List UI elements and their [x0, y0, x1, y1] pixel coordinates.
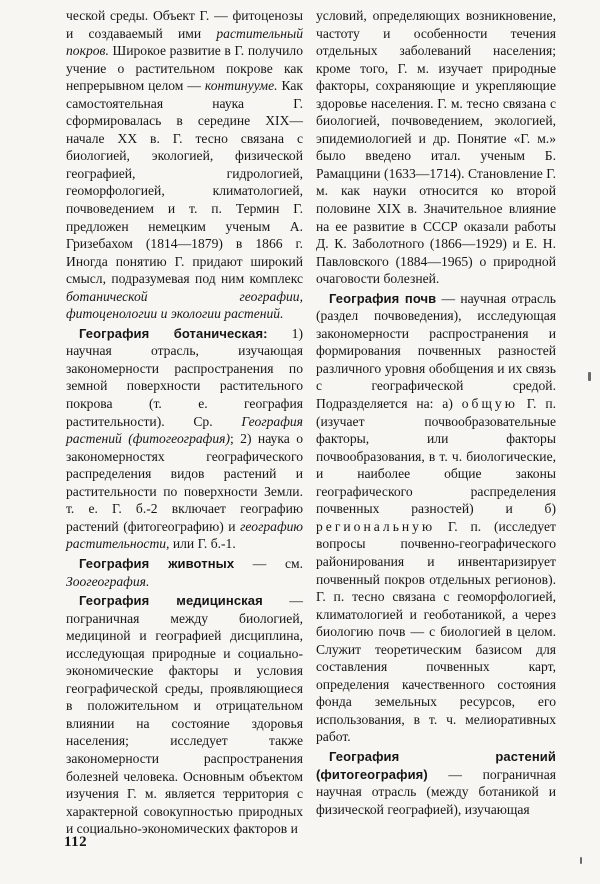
right-column [316, 7, 556, 818]
entry-medical-geography: География медицинская — пограничная между биологией, медициной и географией дисциплина, исследующая природные и социально-экономические факторы и условия географической среды, проявляющиеся в положительном и отрицательном влиянии на состояние здоровья населения; исследует также закономерности распространения болезней человека. Основным объектом изучения Г. м. является территория с характерной совокупностью природных и социально-экономических факторов и [66, 593, 303, 837]
left-column [66, 7, 303, 838]
entry-term: География почв [329, 290, 437, 306]
scan-speck [588, 372, 591, 381]
page-number: 112 [64, 834, 88, 850]
entry-term: География медицинская [79, 593, 263, 609]
entry-term: География растений (фитогеография) [316, 748, 556, 782]
entry-term: География животных [79, 555, 235, 571]
entry-botanical-geography: География ботаническая: 1) научная отрасль, изучающая закономерности распространения по земной поверхности растительного покрова (т. е. география растительности). Ср. География растений (фитогеография); 2) наука о закономерностях географического распределения видов растений и растительности по поверхности Земли. т. е. Г. б.-2 включает географию растений (фитогеографию) и географию растительности, или Г. б.-1. [66, 325, 303, 552]
entry-continuation: ческой среды. Объект Г. — фитоценозы и создаваемый ими растительный покров. Широкое развитие в Г. получило учение о растительном покрове как непрерывном целом — континууме. Как самостоятельная наука Г. сформировалась в середине XIX—начале XX в. Г. тесно связана с биологией, экологией, физической географией, гидрологией, геоморфологией, климатологией, почвоведением и т. п. Термин Г. предложен немецким ученым А. Гризебахом (1814—1879) в 1866 г. Иногда понятию Г. придают широкий смысл, подразумевая под ним комплекс ботанической географии, фитоценологии и экологии растений. [66, 8, 303, 322]
scan-speck [580, 857, 582, 864]
entry-animal-geography: География животных — см. Зоогеография. [66, 555, 303, 589]
entry-term: География ботаническая: [79, 325, 268, 341]
entry-soil-geography: География почв — научная отрасль (раздел почвоведения), исследующая закономерности распространения и формирования почвенных разностей различного уровня обобщения и их связь с географической средой. Подразделяется на: а) общую Г. п. (изучает почвообразовательные факторы, или факторы почвообразования, в т. ч. биологические, и наиболее общие законы географического распределения почвенных разностей) и б) региональную Г. п. (исследует вопросы почвенно-географического районирования и инвентаризирует почвенный покров отдельных регионов). Г. п. тесно связана с геоморфологией, климатологией и геоботаникой, а через биологию почв — с биологией в целом. Служит теоретическим базисом для составления почвенных карт, определения качественного состояния фонда земельных ресурсов, его использования, в т. ч. мелиоративных работ. [316, 290, 556, 745]
entry-plant-geography: География растений (фитогеография) — пограничная научная отрасль (между ботаникой и физической географией), изучающая [316, 748, 556, 817]
entry-continuation: условий, определяющих возникновение, частоту и особенности течения отдельных заболеваний населения; кроме того, Г. м. изучает природные факторы, сохраняющие и укрепляющие здоровье населения. Г. м. тесно связана с биологией, почвоведением, экологией, эпидемиологией и др. Понятие «Г. м.» было введено итал. ученым Б. Рамаццини (1633—1714). Становление Г. м. как науки относится ко второй половине XIX в. Значительное влияние на ее развитие в СССР оказали работы Д. К. Заболотного (1866—1929) и Е. Н. Павловского (1884—1965) о природной очаговости болезней. [316, 8, 556, 287]
